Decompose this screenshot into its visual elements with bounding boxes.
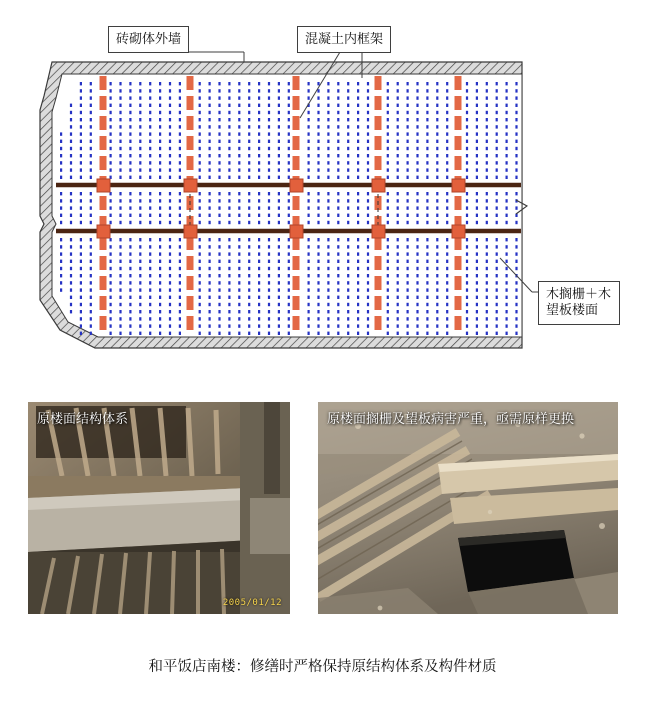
callout-concrete-frame-label: 混凝土内框架 [305,31,384,46]
callout-brick-wall-label: 砖砌体外墙 [116,31,182,46]
photo-left-image [28,402,290,614]
photo-right [318,402,618,614]
callout-wood-joist-floor-label: 木搁栅＋木望板楼面 [546,286,612,318]
photo-right-image [318,402,618,614]
figure-caption: 和平饭店南楼：修缮时严格保持原结构体系及构件材质 [148,659,497,675]
photo-right-caption: 原楼面搁栅及望板病害严重，亟需原样更换 [327,411,575,426]
photo-left-timestamp: 2005/01/12 [222,598,282,608]
photo-left-caption: 原楼面结构体系 [37,411,129,426]
callout-wood-joist-floor [538,281,620,325]
callout-concrete-frame [297,26,391,53]
photo-left [28,402,290,614]
callout-brick-wall [108,26,189,53]
exterior-brick-wall [40,62,522,348]
